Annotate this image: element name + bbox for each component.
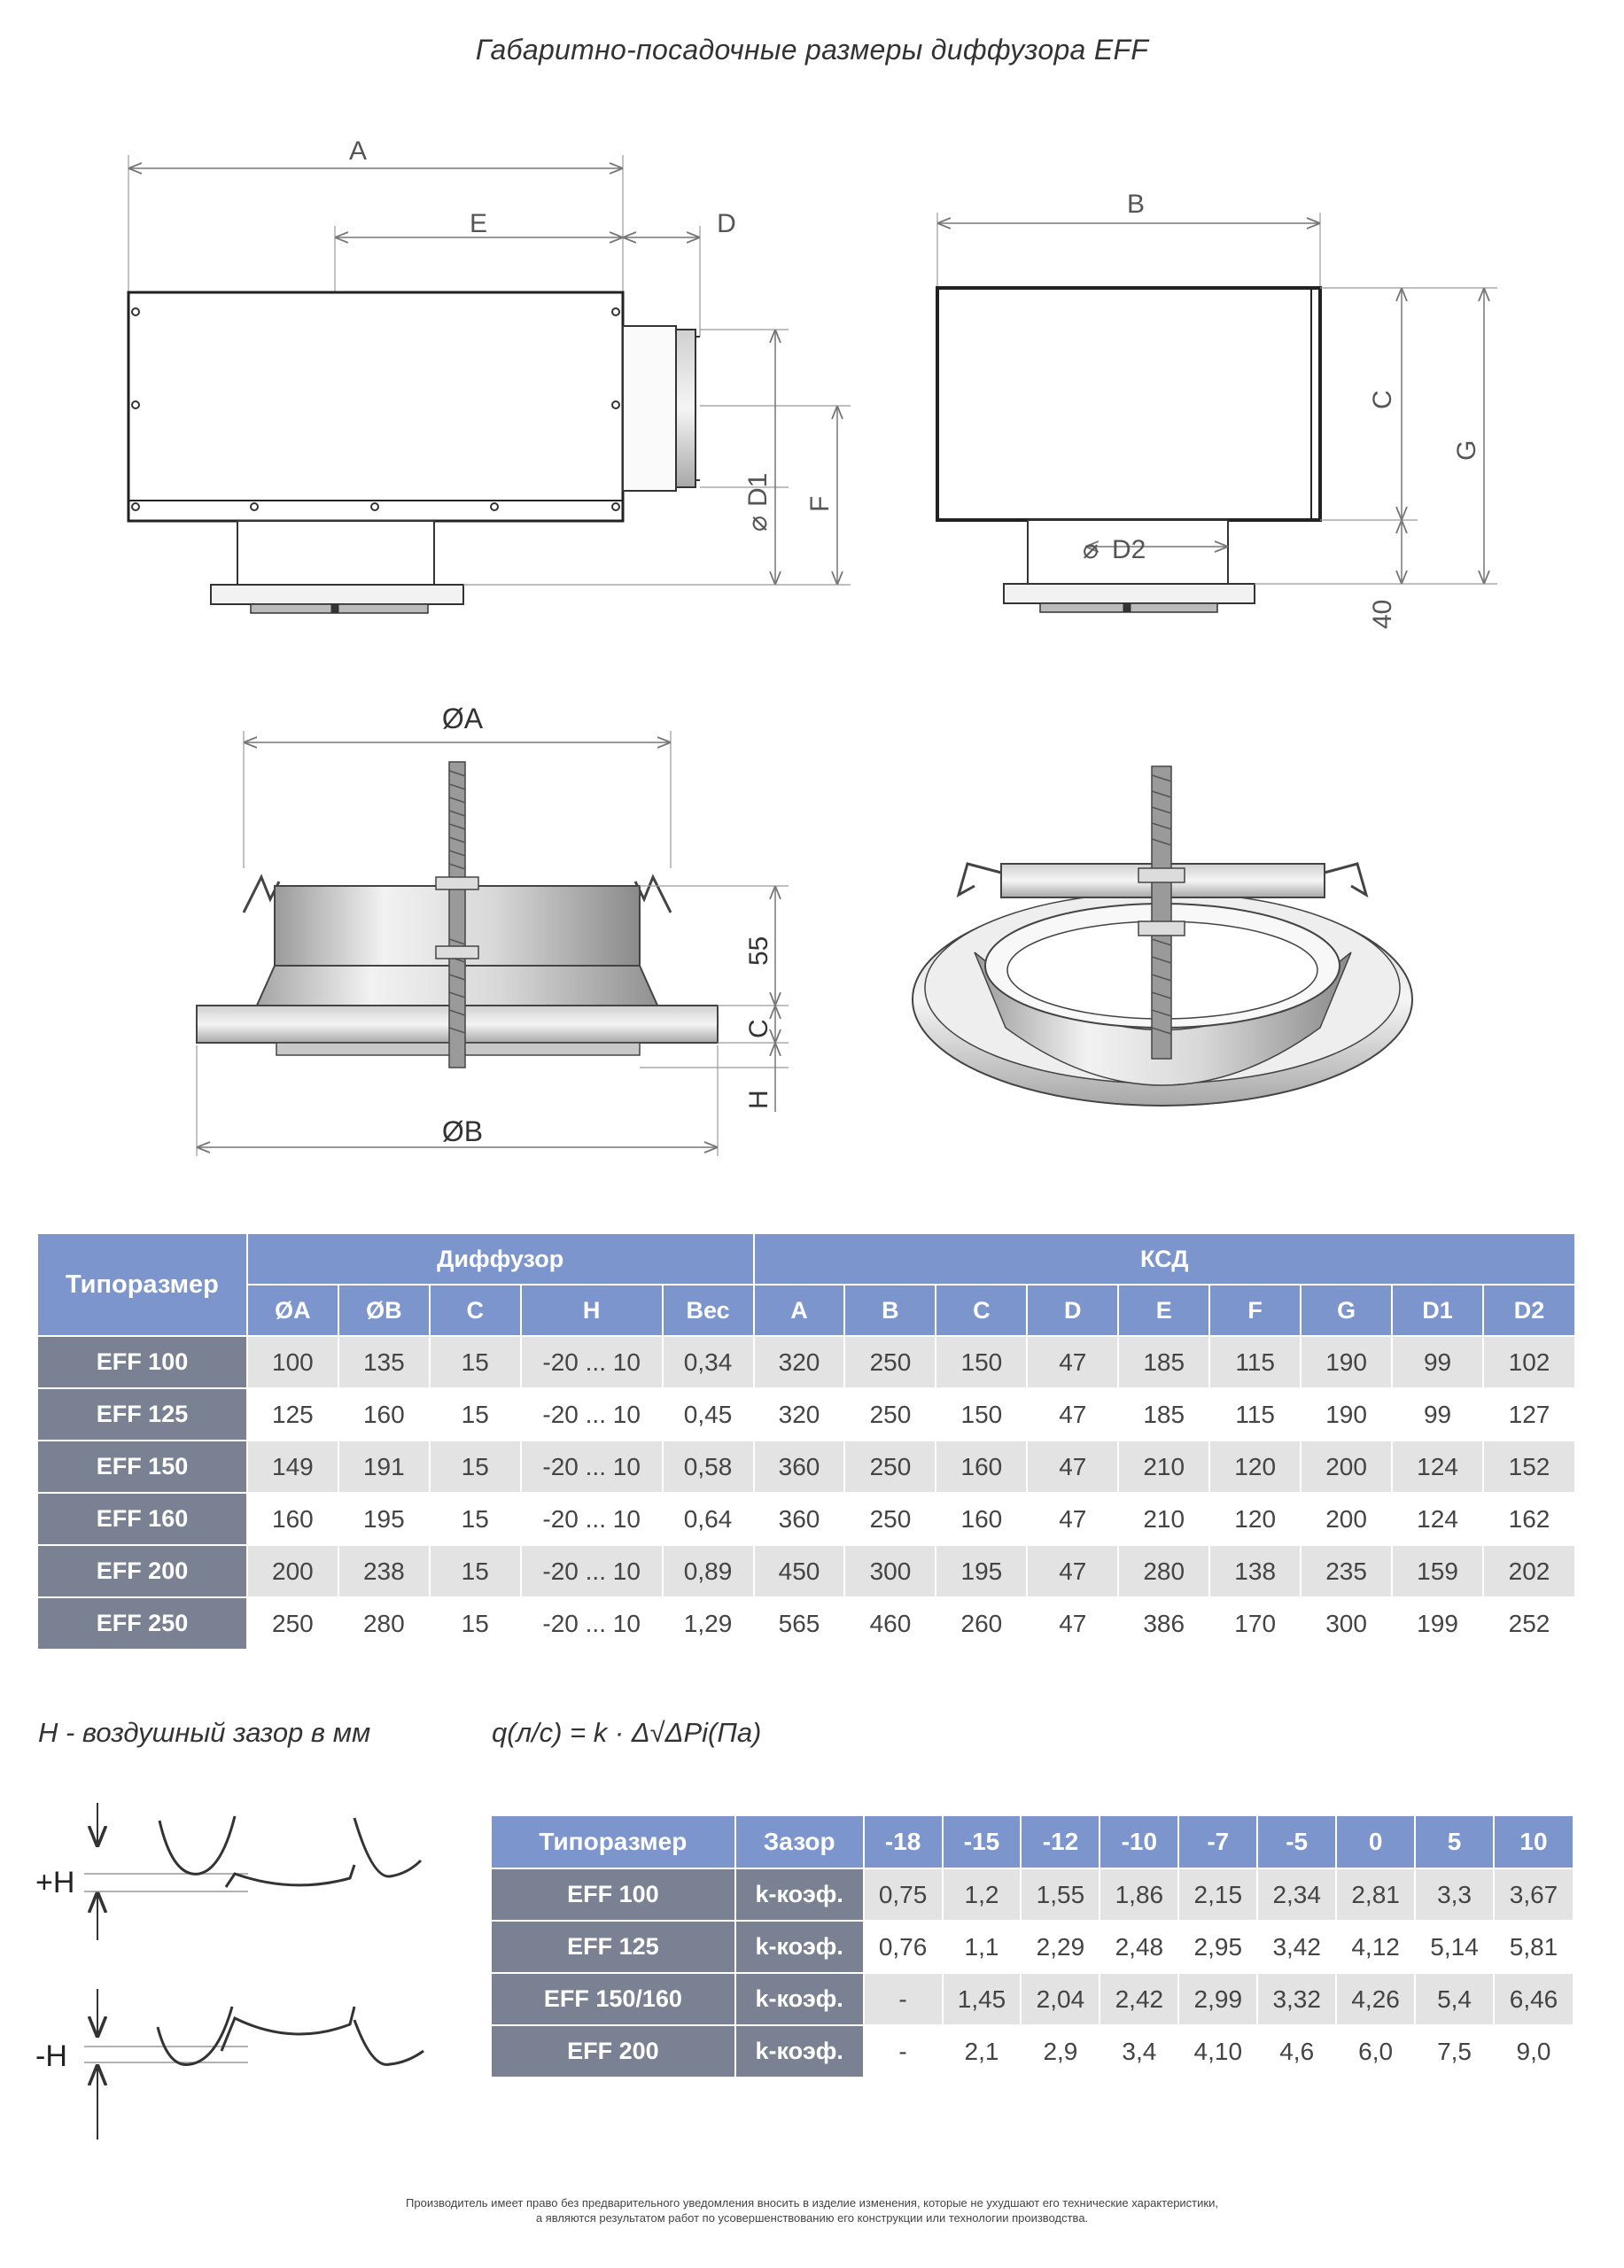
value-cell: 2,95: [1178, 1921, 1257, 1973]
value-cell: 124: [1392, 1441, 1483, 1493]
value-cell: 47: [1027, 1336, 1118, 1388]
column-header: A: [754, 1285, 845, 1336]
value-cell: 149: [247, 1441, 338, 1493]
value-cell: 15: [430, 1493, 521, 1545]
value-cell: 115: [1209, 1336, 1301, 1388]
gap-column-header: -12: [1021, 1816, 1100, 1868]
value-cell: 250: [247, 1597, 338, 1650]
column-header: G: [1301, 1285, 1392, 1336]
value-cell: 360: [754, 1493, 845, 1545]
value-cell: 320: [754, 1388, 845, 1441]
value-cell: 2,9: [1021, 2025, 1100, 2078]
value-cell: 210: [1118, 1441, 1209, 1493]
value-cell: 15: [430, 1336, 521, 1388]
value-cell: 280: [338, 1597, 430, 1650]
k-coefficient-table: [492, 1816, 1574, 2078]
value-cell: 160: [247, 1493, 338, 1545]
k-label-cell: k-коэф.: [735, 1868, 864, 1921]
k-label-cell: k-коэф.: [735, 1921, 864, 1973]
table-row: [38, 1441, 1575, 1493]
gap-column-header: 0: [1336, 1816, 1415, 1868]
value-cell: -20 ... 10: [521, 1597, 663, 1650]
dim-label-d2-symbol: ⌀: [1083, 535, 1100, 564]
value-cell: -20 ... 10: [521, 1545, 663, 1597]
value-cell: 2,81: [1336, 1868, 1415, 1921]
value-cell: 5,4: [1415, 1973, 1494, 2025]
value-cell: 210: [1118, 1493, 1209, 1545]
k-label-cell: k-коэф.: [735, 2025, 864, 2078]
column-header: D: [1027, 1285, 1118, 1336]
value-cell: 2,34: [1257, 1868, 1336, 1921]
value-cell: 1,1: [943, 1921, 1022, 1973]
value-cell: 150: [936, 1336, 1027, 1388]
value-cell: 152: [1483, 1441, 1575, 1493]
value-cell: 2,29: [1021, 1921, 1100, 1973]
column-header: ØB: [338, 1285, 430, 1336]
value-cell: 115: [1209, 1388, 1301, 1441]
value-cell: 5,14: [1415, 1921, 1494, 1973]
value-cell: 2,99: [1178, 1973, 1257, 2025]
footer-line-1: Производитель имеет право без предварительного уведомления вносить в изделие изменения, которые не ухудшают его технические характеристики,: [406, 2196, 1218, 2210]
value-cell: 138: [1209, 1545, 1301, 1597]
value-cell: 7,5: [1415, 2025, 1494, 2078]
value-cell: 280: [1118, 1545, 1209, 1597]
gap-note: H - воздушный зазор в мм: [38, 1717, 371, 1748]
value-cell: 15: [430, 1597, 521, 1650]
value-cell: 300: [844, 1545, 936, 1597]
model-cell: EFF 150/160: [492, 1973, 735, 2025]
column-header: Вес: [663, 1285, 754, 1336]
value-cell: 15: [430, 1388, 521, 1441]
gap-illustration: [0, 1798, 461, 2153]
value-cell: 127: [1483, 1388, 1575, 1441]
dim-label-c: C: [1368, 390, 1397, 409]
value-cell: 360: [754, 1441, 845, 1493]
table-row: [492, 1973, 1573, 2025]
value-cell: 102: [1483, 1336, 1575, 1388]
value-cell: 565: [754, 1597, 845, 1650]
front-view-drawing: [937, 213, 1497, 612]
value-cell: 195: [338, 1493, 430, 1545]
dim-label-d: D: [717, 209, 736, 238]
value-cell: -: [864, 1973, 943, 2025]
value-cell: 15: [430, 1545, 521, 1597]
value-cell: -20 ... 10: [521, 1441, 663, 1493]
dim-label-e: E: [469, 209, 488, 238]
value-cell: 150: [936, 1388, 1027, 1441]
value-cell: 0,76: [864, 1921, 943, 1973]
table-row: [38, 1597, 1575, 1650]
value-cell: 190: [1301, 1388, 1392, 1441]
value-cell: 195: [936, 1545, 1027, 1597]
model-cell: EFF 100: [38, 1336, 247, 1388]
value-cell: 4,10: [1178, 2025, 1257, 2078]
gap-column-header: -18: [864, 1816, 943, 1868]
value-cell: -20 ... 10: [521, 1336, 663, 1388]
value-cell: 202: [1483, 1545, 1575, 1597]
dim-label-d1-symbol: ⌀: [743, 515, 773, 532]
plus-h-label: +H: [35, 1866, 75, 1899]
value-cell: 190: [1301, 1336, 1392, 1388]
value-cell: 15: [430, 1441, 521, 1493]
table-row: [492, 1868, 1573, 1921]
value-cell: 160: [936, 1493, 1027, 1545]
footer-disclaimer: [0, 2195, 1624, 2225]
table-row: [38, 1493, 1575, 1545]
value-cell: 5,81: [1494, 1921, 1573, 1973]
value-cell: -: [864, 2025, 943, 2078]
value-cell: 1,29: [663, 1597, 754, 1650]
value-cell: 1,2: [943, 1868, 1022, 1921]
minus-h-label: -H: [35, 2039, 67, 2073]
value-cell: 238: [338, 1545, 430, 1597]
model-column-header: Типоразмер: [38, 1234, 247, 1336]
value-cell: 120: [1209, 1441, 1301, 1493]
value-cell: 252: [1483, 1597, 1575, 1650]
value-cell: 1,55: [1021, 1868, 1100, 1921]
table-row: [38, 1336, 1575, 1388]
value-cell: 4,6: [1257, 2025, 1336, 2078]
value-cell: 2,1: [943, 2025, 1022, 2078]
value-cell: 3,4: [1100, 2025, 1178, 2078]
k-label-cell: k-коэф.: [735, 1973, 864, 2025]
gap-column-header: 5: [1415, 1816, 1494, 1868]
value-cell: 0,89: [663, 1545, 754, 1597]
value-cell: 6,46: [1494, 1973, 1573, 2025]
value-cell: 2,15: [1178, 1868, 1257, 1921]
column-header: D2: [1483, 1285, 1575, 1336]
value-cell: 160: [936, 1441, 1027, 1493]
dim-label-f: F: [805, 495, 835, 512]
dim-label-ob: ØB: [441, 1115, 484, 1147]
dim-label-40: 40: [1368, 599, 1397, 629]
value-cell: 2,42: [1100, 1973, 1178, 2025]
dim-label-55: 55: [744, 936, 773, 966]
value-cell: 47: [1027, 1597, 1118, 1650]
value-cell: 0,58: [663, 1441, 754, 1493]
k-gap-column-header: Зазор: [735, 1816, 864, 1868]
value-cell: 250: [844, 1441, 936, 1493]
dim-label-d2: D2: [1112, 535, 1146, 564]
model-cell: EFF 125: [38, 1388, 247, 1441]
gap-column-header: -15: [943, 1816, 1022, 1868]
footer-line-2: а являются результатом работ по усовершенствованию его конструкции или технологии производства.: [535, 2211, 1089, 2225]
value-cell: 99: [1392, 1336, 1483, 1388]
value-cell: 47: [1027, 1493, 1118, 1545]
value-cell: 260: [936, 1597, 1027, 1650]
group-header-ksd: КСД: [754, 1234, 1575, 1285]
value-cell: 170: [1209, 1597, 1301, 1650]
table-row: [38, 1545, 1575, 1597]
value-cell: 47: [1027, 1545, 1118, 1597]
value-cell: -20 ... 10: [521, 1388, 663, 1441]
model-cell: EFF 200: [492, 2025, 735, 2078]
value-cell: 6,0: [1336, 2025, 1415, 2078]
gap-column-header: -7: [1178, 1816, 1257, 1868]
value-cell: 4,26: [1336, 1973, 1415, 2025]
value-cell: 4,12: [1336, 1921, 1415, 1973]
value-cell: 460: [844, 1597, 936, 1650]
dim-label-oa: ØA: [441, 703, 484, 734]
dimensions-table: [38, 1234, 1576, 1651]
page-title: Габаритно-посадочные размеры диффузора EFF: [475, 34, 1149, 66]
model-cell: EFF 160: [38, 1493, 247, 1545]
value-cell: 120: [1209, 1493, 1301, 1545]
value-cell: 162: [1483, 1493, 1575, 1545]
dim-label-g: G: [1452, 439, 1481, 461]
column-header: D1: [1392, 1285, 1483, 1336]
table-row: [492, 2025, 1573, 2078]
table-row: [492, 1921, 1573, 1973]
value-cell: 320: [754, 1336, 845, 1388]
value-cell: 250: [844, 1336, 936, 1388]
column-header: B: [844, 1285, 936, 1336]
value-cell: 191: [338, 1441, 430, 1493]
value-cell: 386: [1118, 1597, 1209, 1650]
value-cell: 99: [1392, 1388, 1483, 1441]
value-cell: 100: [247, 1336, 338, 1388]
flow-formula: q(л/с) = k · Δ√ΔPi(Па): [492, 1717, 762, 1748]
dim-label-c-diffuser: C: [744, 1019, 773, 1038]
dim-label-a: A: [348, 136, 368, 166]
value-cell: 160: [338, 1388, 430, 1441]
value-cell: 1,45: [943, 1973, 1022, 2025]
value-cell: 3,67: [1494, 1868, 1573, 1921]
value-cell: 0,45: [663, 1388, 754, 1441]
value-cell: 9,0: [1494, 2025, 1573, 2078]
value-cell: 200: [1301, 1493, 1392, 1545]
gap-column-header: -5: [1257, 1816, 1336, 1868]
value-cell: 3,42: [1257, 1921, 1336, 1973]
value-cell: 159: [1392, 1545, 1483, 1597]
side-view-drawing: [128, 155, 851, 613]
value-cell: 3,32: [1257, 1973, 1336, 2025]
group-header-diffuser: Диффузор: [247, 1234, 754, 1285]
column-header: E: [1118, 1285, 1209, 1336]
value-cell: 250: [844, 1388, 936, 1441]
value-cell: 200: [247, 1545, 338, 1597]
k-model-column-header: Типоразмер: [492, 1816, 735, 1868]
value-cell: 2,48: [1100, 1921, 1178, 1973]
column-header: ØA: [247, 1285, 338, 1336]
model-cell: EFF 250: [38, 1597, 247, 1650]
value-cell: -20 ... 10: [521, 1493, 663, 1545]
value-cell: 0,75: [864, 1868, 943, 1921]
value-cell: 250: [844, 1493, 936, 1545]
value-cell: 1,86: [1100, 1868, 1178, 1921]
gap-column-header: -10: [1100, 1816, 1178, 1868]
value-cell: 3,3: [1415, 1868, 1494, 1921]
value-cell: 0,64: [663, 1493, 754, 1545]
value-cell: 0,34: [663, 1336, 754, 1388]
value-cell: 185: [1118, 1388, 1209, 1441]
value-cell: 124: [1392, 1493, 1483, 1545]
value-cell: 199: [1392, 1597, 1483, 1650]
model-cell: EFF 150: [38, 1441, 247, 1493]
value-cell: 135: [338, 1336, 430, 1388]
value-cell: 200: [1301, 1441, 1392, 1493]
value-cell: 47: [1027, 1388, 1118, 1441]
dim-label-d1: D1: [743, 472, 773, 507]
column-header: F: [1209, 1285, 1301, 1336]
gap-column-header: 10: [1494, 1816, 1573, 1868]
model-cell: EFF 200: [38, 1545, 247, 1597]
column-header: C: [430, 1285, 521, 1336]
model-cell: EFF 125: [492, 1921, 735, 1973]
dim-label-h: H: [744, 1090, 773, 1109]
diffuser-3d-view: [913, 766, 1412, 1106]
table-row: [38, 1388, 1575, 1441]
value-cell: 300: [1301, 1597, 1392, 1650]
dim-label-b: B: [1126, 190, 1146, 219]
value-cell: 2,04: [1021, 1973, 1100, 2025]
value-cell: 235: [1301, 1545, 1392, 1597]
value-cell: 450: [754, 1545, 845, 1597]
column-header: C: [936, 1285, 1027, 1336]
value-cell: 125: [247, 1388, 338, 1441]
column-header: H: [521, 1285, 663, 1336]
value-cell: 185: [1118, 1336, 1209, 1388]
value-cell: 47: [1027, 1441, 1118, 1493]
model-cell: EFF 100: [492, 1868, 735, 1921]
diffuser-section-drawing: [197, 731, 789, 1156]
